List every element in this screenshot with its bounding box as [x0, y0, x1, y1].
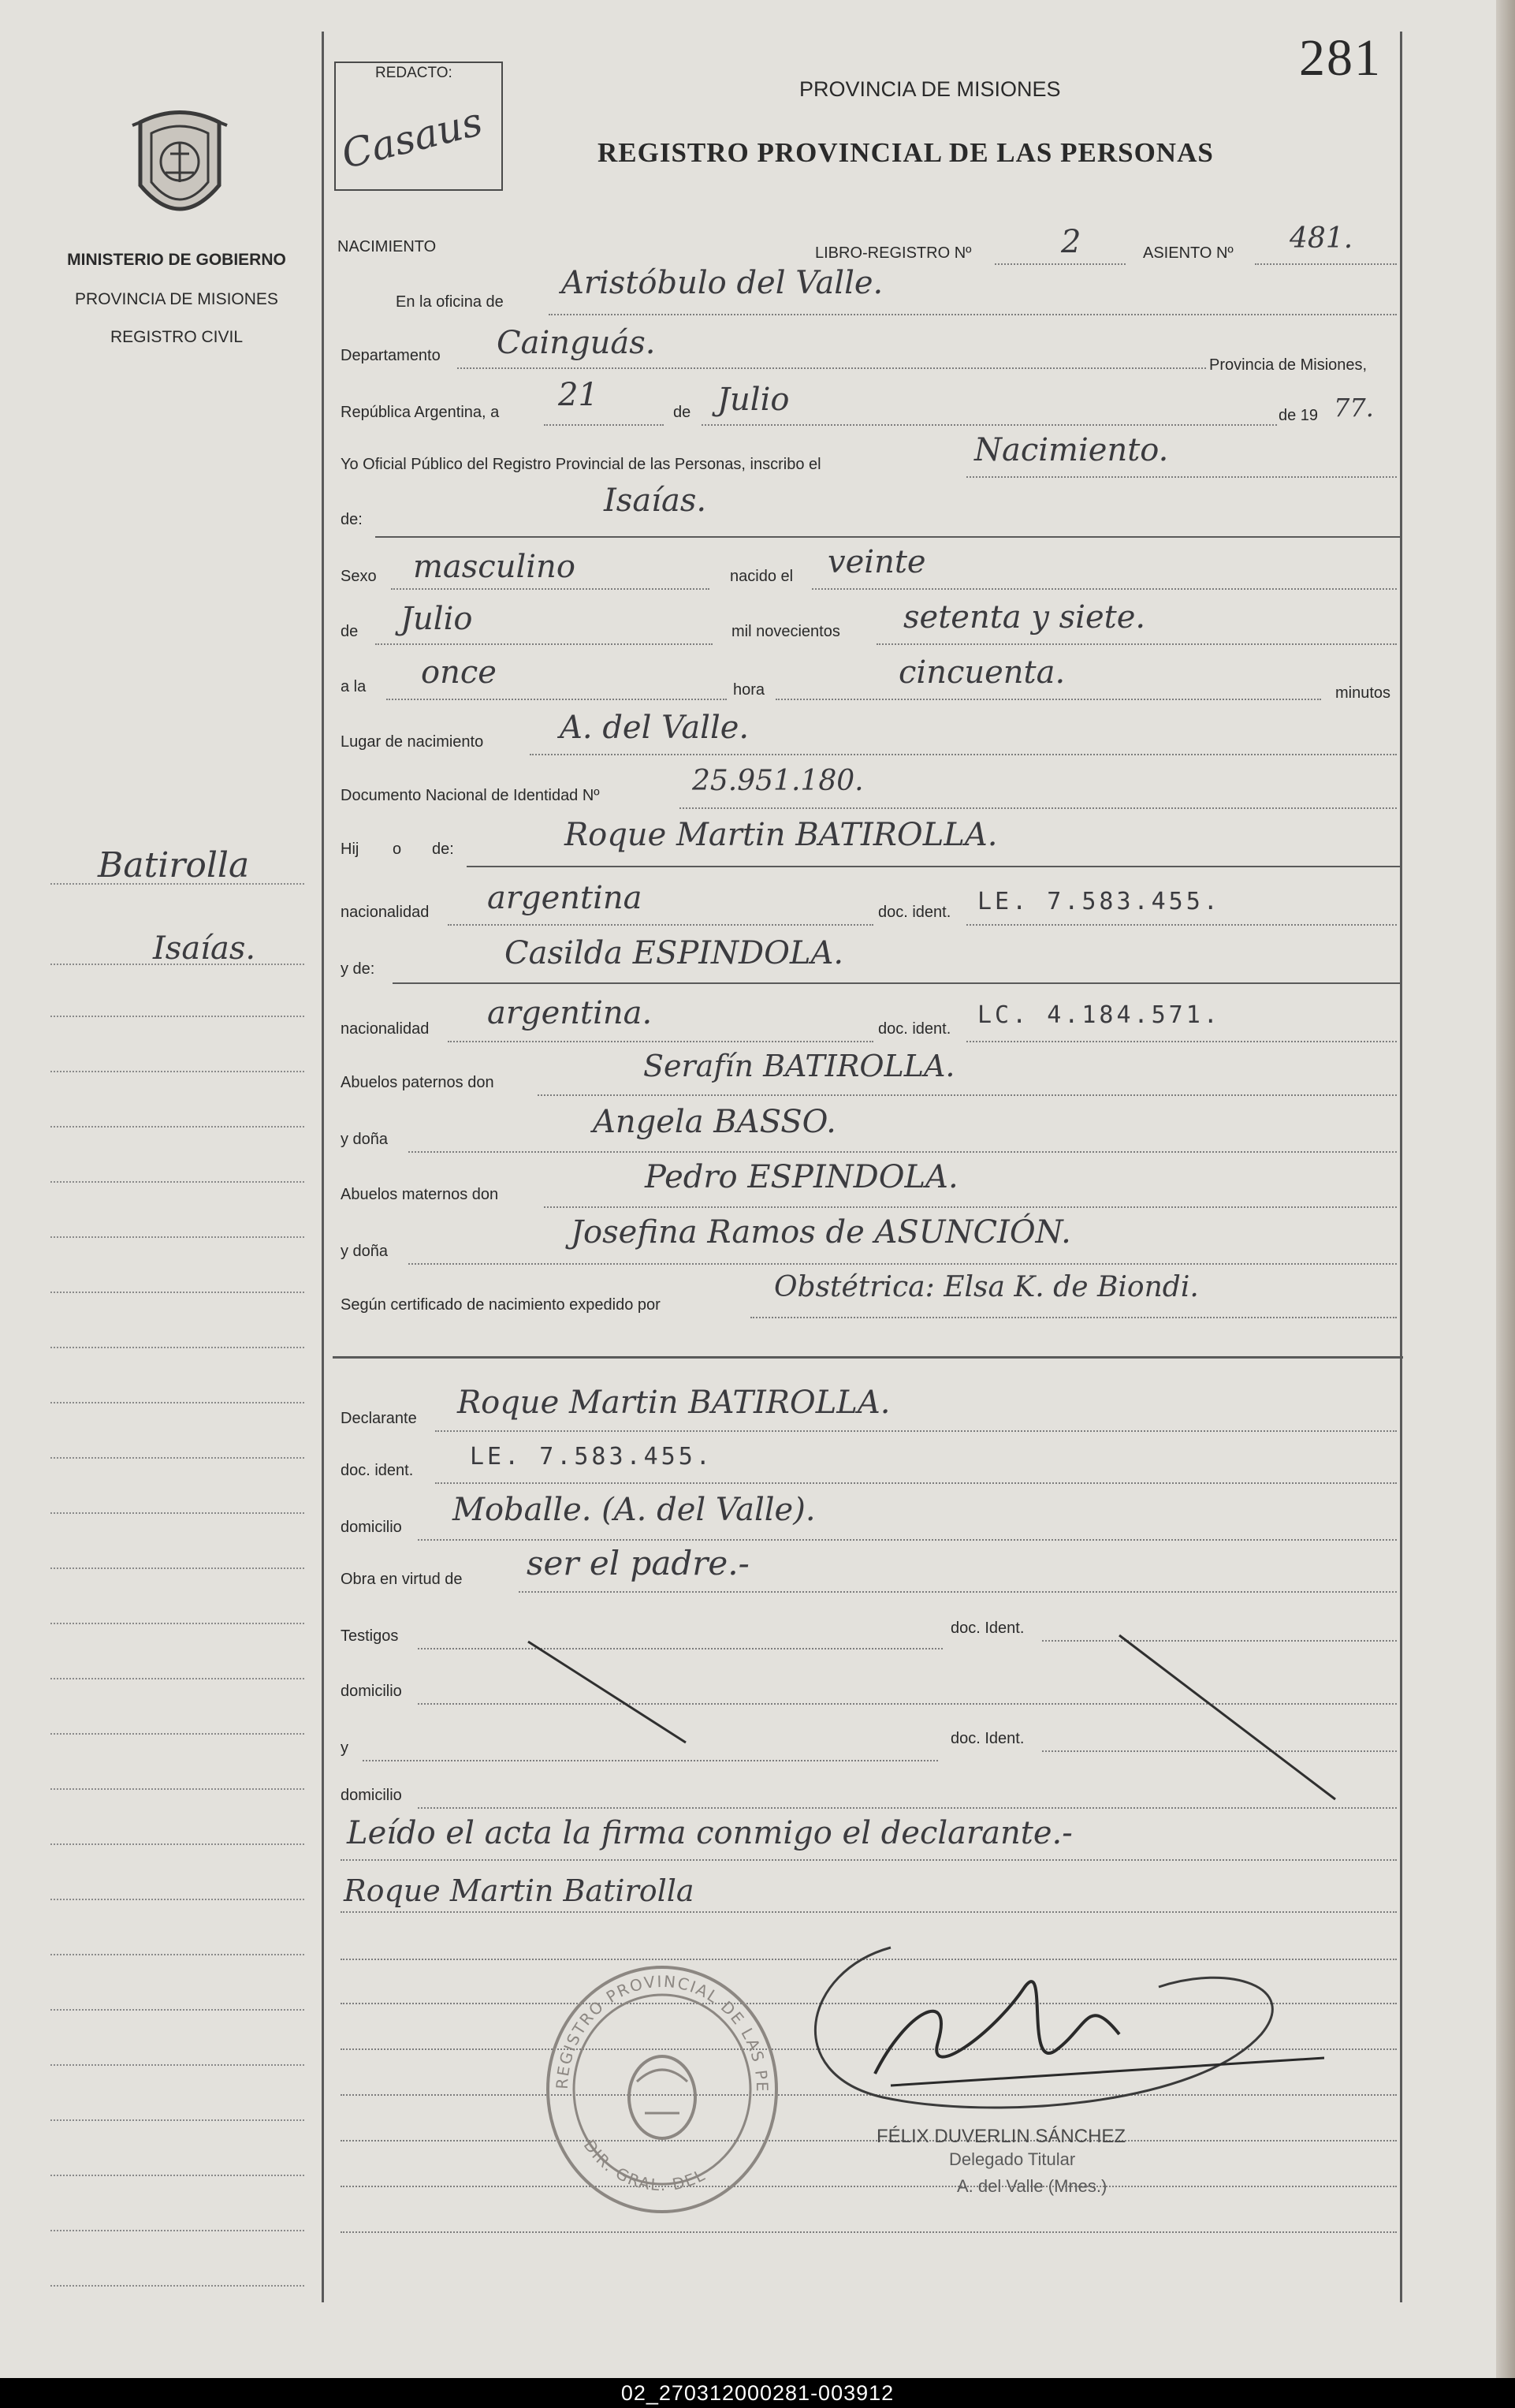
- nacido-label: nacido el: [730, 568, 794, 585]
- signatory-place: A. del Valle (Mnes.): [957, 2176, 1107, 2196]
- decl-doc-label: doc. ident.: [341, 1462, 414, 1479]
- mother-value: Casilda ESPINDOLA.: [504, 935, 844, 971]
- sidebar-registry: REGISTRO CIVIL: [110, 328, 244, 346]
- nacido-value: veinte: [828, 544, 926, 580]
- minutos-value: cincuenta.: [899, 654, 1066, 691]
- ab-pat-label: Abuelos paternos don: [341, 1074, 494, 1091]
- libro-value: 2: [1061, 224, 1081, 260]
- margin-rule: [50, 2119, 304, 2121]
- declarante-rule: [435, 1430, 1397, 1432]
- nac2-label: nacionalidad: [341, 1020, 430, 1038]
- section-divider: [333, 1356, 1403, 1359]
- departamento-label: Departamento: [341, 347, 441, 364]
- asiento-label: ASIENTO Nº: [1143, 244, 1234, 262]
- testigos-doc-label: doc. Ident.: [951, 1620, 1025, 1637]
- doc1-value: LE. 7.583.455.: [977, 888, 1221, 915]
- sexo-label: Sexo: [341, 568, 377, 585]
- nac1-rule: [448, 924, 873, 926]
- libro-rule: [995, 263, 1126, 265]
- minutos-label: minutos: [1335, 684, 1391, 702]
- margin-rule: [50, 1292, 304, 1293]
- domicilio3-label: domicilio: [341, 1787, 402, 1804]
- margin-rule: [50, 964, 304, 965]
- mother-rule: [393, 982, 1400, 984]
- ab-mat-label: Abuelos maternos don: [341, 1186, 499, 1203]
- ala-label: a la: [341, 678, 367, 695]
- testigos-label: Testigos: [341, 1627, 399, 1645]
- margin-rule: [50, 2285, 304, 2287]
- nac2-value: argentina.: [487, 995, 653, 1031]
- doc1-rule: [966, 924, 1397, 926]
- yde-label: y de:: [341, 960, 375, 978]
- dni-value: 25.951.180.: [692, 765, 864, 797]
- margin-rule: [50, 2009, 304, 2011]
- mil-label: mil novecientos: [731, 623, 840, 640]
- nac2-rule: [448, 1041, 873, 1042]
- ab-mat-rule: [544, 1206, 1397, 1208]
- birth-month-value: Julio: [400, 601, 473, 637]
- margin-rule: [50, 1623, 304, 1624]
- y-doc-label: doc. Ident.: [951, 1730, 1025, 1747]
- hijo-label: Hij: [341, 841, 359, 858]
- provincia-label: Provincia de Misiones,: [1209, 356, 1368, 374]
- margin-rule: [50, 1016, 304, 1017]
- ab-mat-dona-rule: [408, 1263, 1397, 1265]
- domicilio-label: domicilio: [341, 1519, 402, 1536]
- libro-label: LIBRO-REGISTRO Nº: [815, 244, 972, 262]
- note-rule: [341, 2186, 1397, 2187]
- ab-mat-dona-value: Josefina Ramos de ASUNCIÓN.: [571, 1214, 1071, 1251]
- oficina-label: En la oficina de: [396, 293, 504, 311]
- ab-pat-dona-rule: [408, 1151, 1397, 1153]
- right-frame-line: [1400, 32, 1402, 2302]
- margin-rule: [50, 1236, 304, 1238]
- child-name-value: Isaías.: [604, 483, 707, 519]
- domicilio-rule: [418, 1539, 1397, 1541]
- minutos-rule: [776, 699, 1321, 700]
- decl-doc-value: LE. 7.583.455.: [470, 1443, 713, 1471]
- header-province: PROVINCIA DE MISIONES: [799, 77, 1061, 101]
- lugar-rule: [530, 754, 1397, 755]
- year-value: 77.: [1334, 393, 1374, 423]
- dni-label: Documento Nacional de Identidad Nº: [341, 787, 600, 804]
- year-label: de 19: [1279, 407, 1319, 424]
- doc2-rule: [966, 1041, 1397, 1042]
- cert-value: Obstétrica: Elsa K. de Biondi.: [774, 1271, 1199, 1303]
- margin-rule: [50, 1347, 304, 1348]
- oficina-rule: [549, 314, 1397, 315]
- margin-rule: [50, 1788, 304, 1790]
- oficial-value: Nacimiento.: [974, 432, 1169, 468]
- declarante-label: Declarante: [341, 1410, 417, 1427]
- de2-label: de:: [341, 511, 363, 528]
- margin-rule: [50, 1567, 304, 1569]
- ab-pat-dona-value: Angela BASSO.: [593, 1104, 836, 1140]
- margin-rule: [50, 1457, 304, 1459]
- redacto-signature: Casaus: [337, 98, 487, 178]
- month-rule: [702, 424, 1277, 426]
- hora-label: hora: [733, 681, 765, 699]
- official-seal: [536, 1955, 788, 2223]
- seal-bottom-text: DIR. GRAL. DEL: [579, 2136, 709, 2195]
- margin-note-surname: Batirolla: [98, 845, 250, 885]
- signatory-name: FÉLIX DUVERLIN SÁNCHEZ: [877, 2126, 1126, 2147]
- margin-rule: [50, 2175, 304, 2176]
- nac1-label: nacionalidad: [341, 904, 430, 921]
- ydona1-label: y doña: [341, 1131, 389, 1148]
- void-strokes: [473, 1624, 1387, 1806]
- hijo-suffix: o: [393, 841, 402, 858]
- margin-note-name: Isaías.: [153, 930, 256, 967]
- doc2-label: doc. ident.: [878, 1020, 951, 1038]
- scan-file-id: 02_270312000281-003912: [620, 2381, 895, 2405]
- name-rule: [375, 536, 1400, 538]
- reading-line-2: Roque Martin Batirolla: [344, 1873, 694, 1908]
- hora-rule: [386, 699, 727, 700]
- ab-pat-rule: [538, 1094, 1397, 1096]
- sidebar-province: PROVINCIA DE MISIONES: [75, 290, 278, 308]
- de3-label: de: [341, 623, 359, 640]
- de-label: de: [673, 404, 691, 421]
- obra-rule: [519, 1591, 1397, 1593]
- margin-rule: [50, 1733, 304, 1735]
- signatory-title: Delegado Titular: [949, 2149, 1076, 2169]
- day-rule: [544, 424, 664, 426]
- margin-rule: [50, 2230, 304, 2231]
- note-rule: [341, 1911, 1397, 1913]
- note-rule: [341, 2231, 1397, 2233]
- seal-top-text: REGISTRO PROVINCIAL DE LAS PE: [552, 1971, 772, 2093]
- note-rule: [341, 1859, 1397, 1861]
- asiento-rule: [1255, 263, 1397, 265]
- decl-doc-rule: [435, 1482, 1397, 1484]
- margin-rule: [50, 1402, 304, 1403]
- nacido-rule: [812, 588, 1397, 590]
- page-edge: [1496, 0, 1515, 2378]
- republica-label: República Argentina, a: [341, 404, 500, 421]
- hijo-de-label: de:: [432, 841, 454, 858]
- doc1-label: doc. ident.: [878, 904, 951, 921]
- departamento-value: Cainguás.: [497, 325, 656, 361]
- mil-value: setenta y siete.: [903, 599, 1146, 636]
- margin-rule: [50, 1954, 304, 1955]
- asiento-value: 481.: [1290, 222, 1353, 255]
- header-registry: REGISTRO PROVINCIAL DE LAS PERSONAS: [597, 137, 1214, 168]
- oficina-value: Aristóbulo del Valle.: [561, 265, 884, 301]
- oficial-label: Yo Oficial Público del Registro Provincial de las Personas, inscribo el: [341, 456, 821, 473]
- obra-value: ser el padre.-: [527, 1544, 750, 1582]
- margin-rule: [50, 1678, 304, 1679]
- margin-rule: [50, 1843, 304, 1845]
- note-rule: [341, 2140, 1397, 2141]
- father-value: Roque Martin BATIROLLA.: [564, 817, 998, 853]
- sidebar-ministry: MINISTERIO DE GOBIERNO: [67, 251, 286, 269]
- father-rule: [467, 866, 1400, 867]
- domicilio3-rule: [418, 1807, 1397, 1809]
- record-type: NACIMIENTO: [337, 238, 437, 255]
- y-label: y: [341, 1739, 348, 1757]
- declarante-value: Roque Martin BATIROLLA.: [457, 1385, 891, 1421]
- hora-value: once: [421, 654, 497, 691]
- margin-rule: [50, 1071, 304, 1072]
- obra-label: Obra en virtud de: [341, 1571, 463, 1588]
- sexo-rule: [391, 588, 709, 590]
- ab-mat-value: Pedro ESPINDOLA.: [645, 1159, 959, 1195]
- margin-rule: [50, 1512, 304, 1514]
- margin-rule: [50, 883, 304, 885]
- redacto-label: REDACTO:: [375, 65, 452, 81]
- birth-month-rule: [375, 643, 713, 645]
- margin-rule: [50, 1181, 304, 1183]
- domicilio2-label: domicilio: [341, 1683, 402, 1700]
- left-frame-line: [322, 32, 324, 2302]
- signature-flourish: [788, 1916, 1324, 2121]
- ydona2-label: y doña: [341, 1243, 389, 1260]
- oficial-rule: [966, 476, 1397, 478]
- lugar-label: Lugar de nacimiento: [341, 733, 484, 751]
- page-number: 281: [1299, 29, 1382, 87]
- departamento-rule: [457, 367, 1206, 369]
- dni-rule: [679, 807, 1397, 809]
- domicilio-value: Moballe. (A. del Valle).: [452, 1492, 816, 1528]
- doc2-value: LC. 4.184.571.: [977, 1001, 1221, 1029]
- mil-rule: [877, 643, 1397, 645]
- margin-rule: [50, 1126, 304, 1128]
- day-value: 21: [558, 377, 598, 413]
- nac1-value: argentina: [487, 880, 642, 916]
- month-value: Julio: [717, 382, 790, 418]
- reading-line-1: Leído el acta la firma conmigo el declarante.-: [347, 1815, 1073, 1851]
- sexo-value: masculino: [413, 549, 575, 585]
- cert-label: Según certificado de nacimiento expedido por: [341, 1296, 661, 1314]
- margin-rule: [50, 2064, 304, 2066]
- coat-of-arms-icon: [125, 106, 235, 233]
- ab-pat-value: Serafín BATIROLLA.: [643, 1049, 955, 1083]
- cert-rule: [750, 1317, 1397, 1318]
- margin-rule: [50, 1899, 304, 1900]
- lugar-value: A. del Valle.: [560, 710, 750, 746]
